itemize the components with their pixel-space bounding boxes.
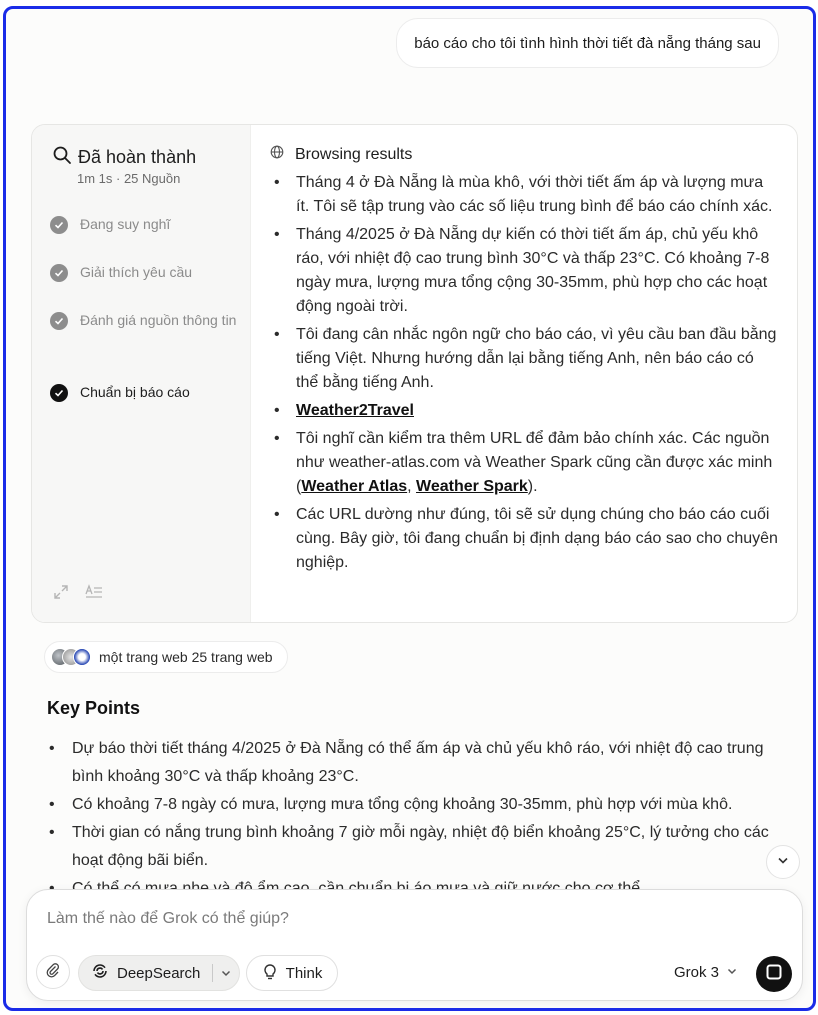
check-icon bbox=[50, 384, 68, 402]
app-frame bbox=[3, 6, 816, 1011]
link-separator: , bbox=[407, 478, 417, 495]
step-label: Đánh giá nguồn thông tin bbox=[80, 312, 237, 328]
deepsearch-button[interactable] bbox=[78, 955, 240, 991]
results-list bbox=[270, 171, 780, 575]
source-link-weather-spark[interactable]: Weather Spark bbox=[416, 478, 528, 495]
step-label: Giải thích yêu cầu bbox=[80, 264, 193, 280]
expand-icon[interactable] bbox=[52, 583, 70, 606]
deepsearch-panel bbox=[31, 124, 798, 623]
step-label: Đang suy nghĩ bbox=[80, 216, 171, 232]
think-button[interactable] bbox=[246, 955, 338, 991]
list-item: • Các URL dường như đúng, tôi sẽ sử dụng chúng cho báo cáo cuối cùng. Bây giờ, tôi đang chuẩn bị định dạng báo cáo sao cho chuyên nghiệp. bbox=[270, 503, 780, 575]
user-message-bubble: báo cáo cho tôi tình hình thời tiết đà nẵng tháng sau bbox=[396, 18, 779, 68]
source-favicons bbox=[51, 648, 91, 666]
prompt-input[interactable] bbox=[47, 910, 747, 928]
step-interpret-request[interactable] bbox=[50, 263, 240, 284]
source-link-weather2travel[interactable]: Weather2Travel bbox=[296, 402, 414, 419]
list-item: • Dự báo thời tiết tháng 4/2025 ở Đà Nẵng có thể ấm áp và chủ yếu khô ráo, với nhiệt độ cao trung bình khoảng 30°C và thấp khoảng 23°C. bbox=[47, 735, 772, 791]
deepsearch-sidebar bbox=[32, 125, 251, 622]
scroll-down-button[interactable] bbox=[766, 845, 800, 879]
search-icon bbox=[52, 145, 72, 170]
panel-tools bbox=[52, 583, 104, 606]
step-label: Chuẩn bị báo cáo bbox=[80, 384, 190, 400]
deepsearch-label: DeepSearch bbox=[117, 964, 201, 982]
check-icon bbox=[50, 216, 68, 234]
attach-button[interactable] bbox=[36, 955, 70, 989]
chevron-down-icon bbox=[776, 853, 790, 872]
sources-label: một trang web 25 trang web bbox=[99, 649, 273, 665]
message-composer bbox=[26, 889, 803, 1001]
check-icon bbox=[50, 312, 68, 330]
check-icon bbox=[50, 264, 68, 282]
divider bbox=[212, 964, 213, 982]
sources-pill[interactable] bbox=[44, 641, 288, 673]
status-title: Đã hoàn thành bbox=[78, 147, 197, 167]
text-format-icon[interactable] bbox=[84, 583, 104, 606]
list-item: • Tôi đang cân nhắc ngôn ngữ cho báo cáo, vì yêu cầu ban đầu bằng tiếng Việt. Nhưng hướng dẫn lại bằng tiếng Anh, nên báo cáo có thể bằng tiếng Anh. bbox=[270, 323, 780, 395]
list-item bbox=[270, 399, 780, 423]
step-prepare-report[interactable] bbox=[50, 383, 240, 404]
lightbulb-icon bbox=[262, 962, 278, 984]
globe-icon bbox=[270, 145, 284, 164]
result-text: Tôi nghĩ cần kiểm tra thêm URL để đảm bảo chính xác. Các nguồn như weather-atlas.com và Weather Spark cũng cần được xác minh ( bbox=[296, 430, 773, 495]
favicon-icon bbox=[73, 648, 91, 666]
result-text: ). bbox=[527, 478, 538, 495]
status-meta: 1m 1s · 25 Nguồn bbox=[77, 171, 181, 186]
chevron-down-icon bbox=[726, 964, 738, 981]
results-heading: Browsing results bbox=[295, 145, 413, 163]
list-item bbox=[270, 427, 780, 499]
key-points-list bbox=[47, 735, 772, 903]
step-thinking[interactable] bbox=[50, 215, 240, 236]
chevron-down-icon[interactable] bbox=[220, 967, 232, 979]
list-item: • Tháng 4 ở Đà Nẵng là mùa khô, với thời tiết ấm áp và lượng mưa ít. Tôi sẽ tập trung vào các số liệu trung bình để báo cáo chính xác. bbox=[270, 171, 780, 219]
list-item: • Thời gian có nắng trung bình khoảng 7 giờ mỗi ngày, nhiệt độ biển khoảng 25°C, lý tưởng cho các hoạt động bãi biển. bbox=[47, 819, 772, 875]
paperclip-icon bbox=[45, 962, 61, 983]
stop-button[interactable] bbox=[756, 956, 792, 992]
list-item: • Có khoảng 7-8 ngày có mưa, lượng mưa tổng cộng khoảng 30-35mm, phù hợp với mùa khô. bbox=[47, 791, 772, 819]
model-label: Grok 3 bbox=[674, 964, 720, 981]
step-evaluate-sources[interactable] bbox=[50, 311, 240, 332]
browsing-results bbox=[270, 145, 780, 579]
deepsearch-icon bbox=[91, 962, 109, 984]
source-link-weather-atlas[interactable]: Weather Atlas bbox=[301, 478, 408, 495]
model-selector[interactable] bbox=[674, 964, 738, 981]
stop-icon bbox=[766, 964, 782, 985]
key-points-title: Key Points bbox=[47, 698, 141, 718]
think-label: Think bbox=[285, 964, 323, 982]
results-header bbox=[270, 145, 780, 164]
list-item: • Tháng 4/2025 ở Đà Nẵng dự kiến có thời tiết ấm áp, chủ yếu khô ráo, với nhiệt độ cao trung bình 30°C và thấp 23°C. Có khoảng 7-8 ngày mưa, lượng mưa tổng cộng 30-35mm, phù hợp cho các hoạt động ngoài trời. bbox=[270, 223, 780, 319]
status-header[interactable] bbox=[52, 145, 196, 170]
